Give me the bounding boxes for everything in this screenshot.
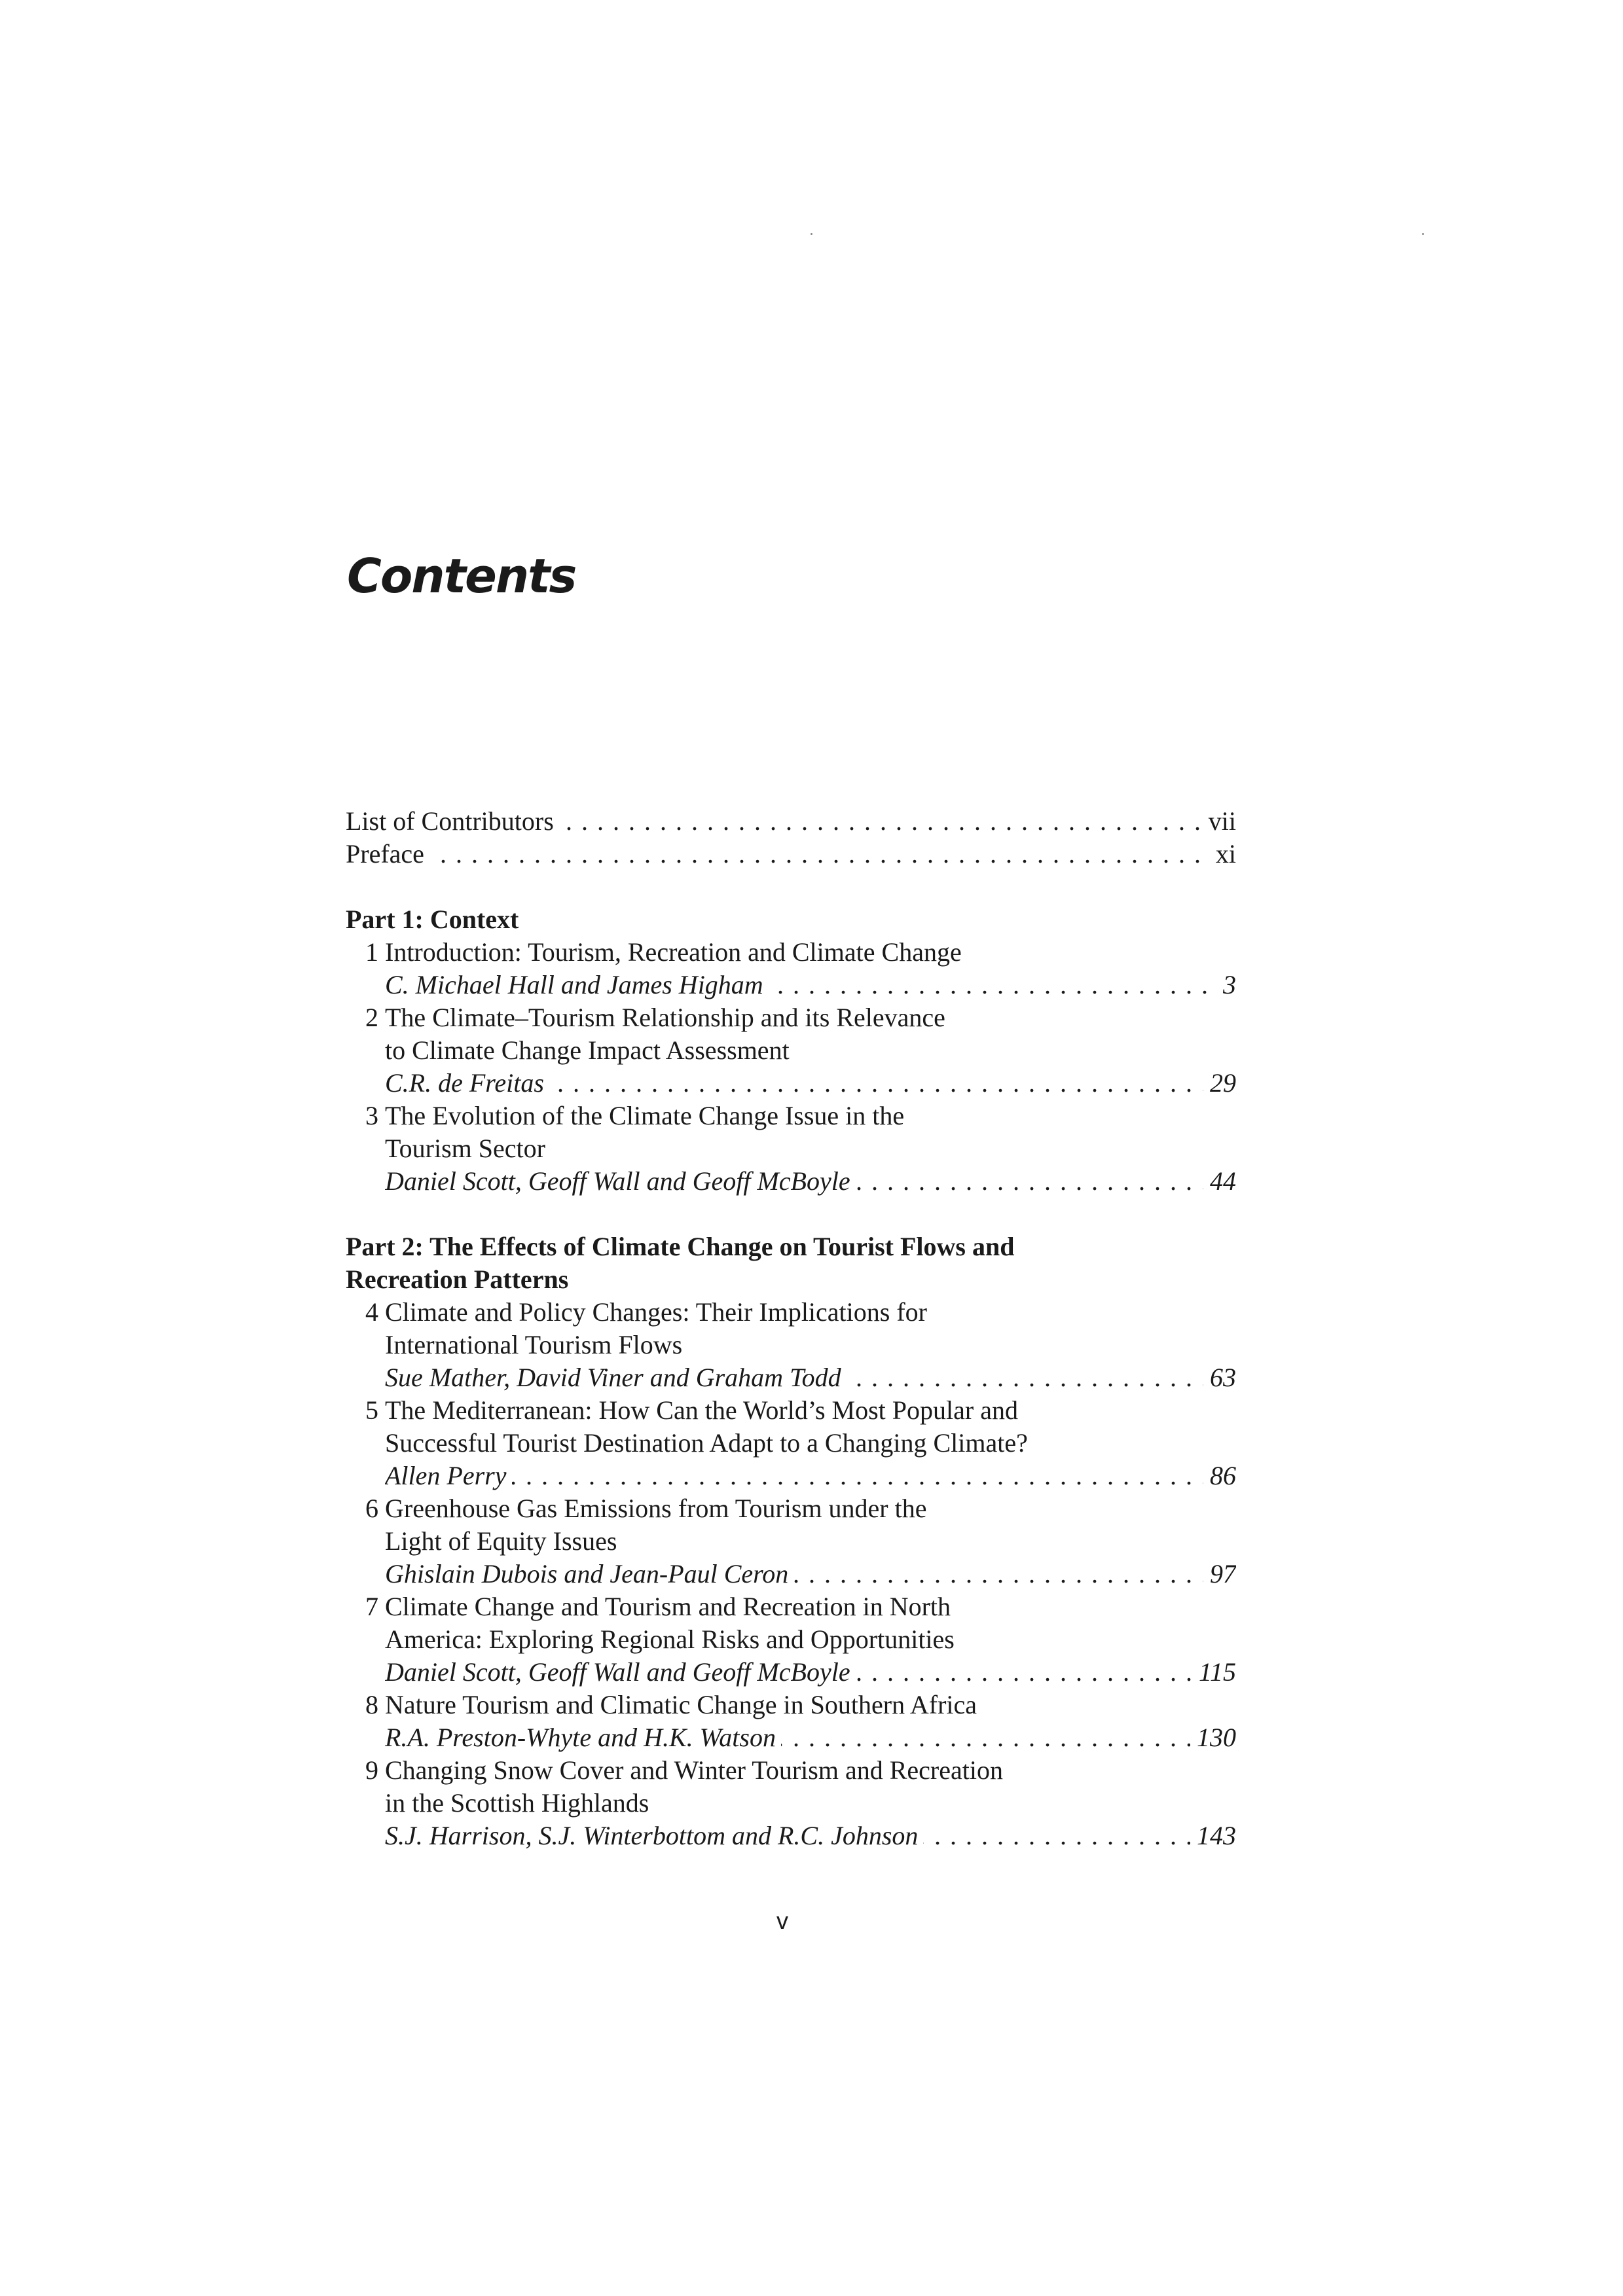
part-heading [346, 903, 1236, 936]
chapter-authors[interactable] [385, 1361, 1236, 1394]
scan-speck [1422, 233, 1424, 235]
chapter-entry[interactable] [346, 1001, 1236, 1100]
part-heading-line: Part 2: The Effects of Climate Change on Tourist Flows and [346, 1232, 1015, 1261]
chapter-authors[interactable] [385, 1460, 1236, 1492]
chapter-body [385, 1590, 1236, 1689]
chapter-entry[interactable] [346, 1754, 1236, 1852]
chapter-title-line: The Climate–Tourism Relationship and its Relevance [385, 1003, 945, 1032]
chapter-authors-title: Ghislain Dubois and Jean-Paul Ceron [385, 1559, 793, 1588]
chapter-number: 3 [365, 1101, 378, 1130]
chapter-authors-title: R.A. Preston-Whyte and H.K. Watson [385, 1723, 781, 1752]
chapter-authors-page-number: 97 [1203, 1558, 1236, 1590]
chapter-entry[interactable] [346, 1590, 1236, 1689]
chapter-authors-page-number: 130 [1190, 1721, 1236, 1754]
chapter-title-line: Greenhouse Gas Emissions from Tourism under the [385, 1494, 927, 1523]
chapter-authors-page-number: 3 [1216, 969, 1236, 1001]
chapter-title-line: Tourism Sector [385, 1134, 545, 1163]
chapter-authors-title: C.R. de Freitas [385, 1068, 549, 1098]
chapter-authors[interactable] [385, 1721, 1236, 1754]
page-number: v [776, 1907, 788, 1934]
chapter-authors[interactable] [385, 969, 1236, 1001]
chapter-title-line: to Climate Change Impact Assessment [385, 1035, 790, 1065]
chapter-entry[interactable] [346, 1296, 1236, 1394]
chapter-title-line: International Tourism Flows [385, 1330, 683, 1359]
chapter-authors-page-number: 29 [1203, 1067, 1236, 1100]
toc-entry-page-number: xi [1209, 838, 1236, 870]
section-spacer [346, 1198, 1236, 1230]
section-spacer [346, 870, 1236, 903]
chapter-authors-title: Daniel Scott, Geoff Wall and Geoff McBoyle [385, 1166, 856, 1196]
chapter-number: 6 [365, 1494, 378, 1523]
part-heading-line: Part 1: Context [346, 905, 519, 934]
chapter-title-line: Introduction: Tourism, Recreation and Climate Change [385, 937, 962, 967]
chapter-number: 8 [365, 1690, 378, 1719]
chapter-title-line: The Mediterranean: How Can the World’s Most Popular and [385, 1395, 1018, 1425]
table-of-contents [346, 805, 1236, 1852]
chapter-authors-title: S.J. Harrison, S.J. Winterbottom and R.C. Johnson [385, 1821, 923, 1850]
chapter-authors-page-number: 63 [1203, 1361, 1236, 1394]
page-title: Contents [347, 548, 576, 603]
chapter-authors-title: Daniel Scott, Geoff Wall and Geoff McBoyle [385, 1657, 856, 1687]
scan-speck [811, 233, 812, 235]
part-heading [346, 1230, 1236, 1296]
chapter-body [385, 1492, 1236, 1590]
chapter-authors-title: C. Michael Hall and James Higham [385, 970, 769, 999]
chapter-number: 7 [365, 1592, 378, 1621]
chapter-title-line: Light of Equity Issues [385, 1526, 617, 1556]
chapter-entry[interactable] [346, 1492, 1236, 1590]
chapter-title-line: America: Exploring Regional Risks and Opportunities [385, 1624, 955, 1654]
chapter-title-line: Nature Tourism and Climatic Change in Southern Africa [385, 1690, 977, 1719]
chapter-entry[interactable] [346, 1689, 1236, 1754]
chapter-number: 4 [365, 1297, 378, 1327]
chapter-title-line: The Evolution of the Climate Change Issue in the [385, 1101, 905, 1130]
toc-entry[interactable] [346, 805, 1236, 838]
chapter-authors[interactable] [385, 1165, 1236, 1198]
chapter-entry[interactable] [346, 936, 1236, 1001]
toc-entry[interactable] [346, 838, 1236, 870]
chapter-entry[interactable] [346, 1100, 1236, 1198]
chapter-body [385, 1394, 1236, 1492]
chapter-authors[interactable] [385, 1067, 1236, 1100]
chapter-authors-page-number: 44 [1203, 1165, 1236, 1198]
chapter-body [385, 1100, 1236, 1198]
toc-entry-page-number: vii [1202, 805, 1236, 838]
chapter-title-line: Climate Change and Tourism and Recreation in North [385, 1592, 951, 1621]
toc-entry-title: List of Contributors [346, 806, 559, 836]
chapter-number: 1 [365, 937, 378, 967]
chapter-title-line: Successful Tourist Destination Adapt to a Changing Climate? [385, 1428, 1028, 1458]
chapter-authors-title: Allen Perry [385, 1461, 512, 1490]
chapter-authors-page-number: 115 [1192, 1656, 1236, 1689]
chapter-title-line: in the Scottish Highlands [385, 1788, 649, 1818]
chapter-authors-page-number: 143 [1190, 1820, 1236, 1852]
chapter-title-line: Changing Snow Cover and Winter Tourism and Recreation [385, 1755, 1003, 1785]
chapter-body [385, 1296, 1236, 1394]
chapter-authors[interactable] [385, 1656, 1236, 1689]
chapter-number: 2 [365, 1003, 378, 1032]
chapter-number: 9 [365, 1755, 378, 1785]
chapter-entry[interactable] [346, 1394, 1236, 1492]
chapter-body [385, 1001, 1236, 1100]
chapter-body [385, 1754, 1236, 1852]
chapter-body [385, 936, 1236, 1001]
chapter-authors[interactable] [385, 1558, 1236, 1590]
chapter-authors-page-number: 86 [1203, 1460, 1236, 1492]
chapter-title-line: Climate and Policy Changes: Their Implications for [385, 1297, 927, 1327]
toc-entry-title: Preface [346, 839, 429, 869]
part-heading-line: Recreation Patterns [346, 1265, 569, 1294]
chapter-authors-title: Sue Mather, David Viner and Graham Todd [385, 1363, 847, 1392]
chapter-body [385, 1689, 1236, 1754]
chapter-number: 5 [365, 1395, 378, 1425]
chapter-authors[interactable] [385, 1820, 1236, 1852]
